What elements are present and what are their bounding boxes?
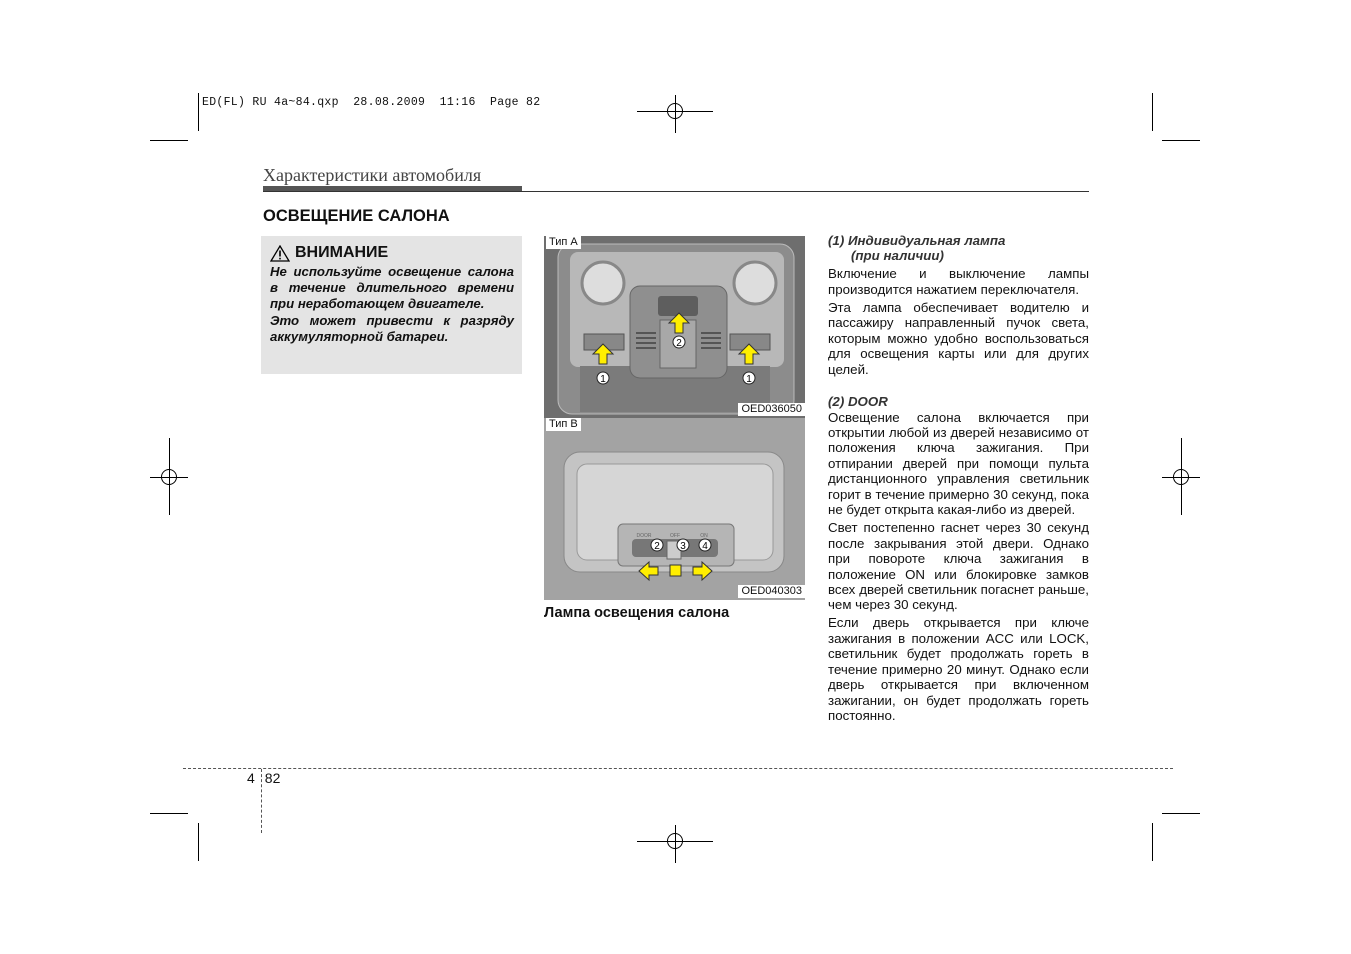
crop-mark: [1162, 813, 1200, 814]
figure-caption: Лампа освещения салона: [544, 605, 730, 621]
crop-mark: [198, 93, 199, 131]
marker: 1: [600, 374, 606, 385]
marker: 3: [680, 541, 686, 552]
section-title: ОСВЕЩЕНИЕ САЛОНА: [263, 207, 450, 225]
figure-label: Тип A: [546, 236, 581, 249]
crop-mark: [1152, 93, 1153, 131]
registration-mark: [161, 469, 177, 485]
chapter-number: 4: [247, 770, 255, 786]
subheading: (при наличии): [851, 248, 944, 264]
file-slug: ED(FL) RU 4a~84.qxp 28.08.2009 11:16 Page 82: [202, 96, 541, 109]
page-number-value: 82: [264, 770, 281, 786]
registration-mark: [667, 103, 683, 119]
crop-mark: [150, 813, 188, 814]
page-number: [247, 770, 280, 786]
switch-label: ON: [700, 533, 708, 539]
figure-code: OED040303: [738, 585, 805, 598]
switch-label: DOOR: [636, 533, 652, 539]
chapter-title: Характеристики автомобиля: [263, 165, 482, 185]
marker: 2: [654, 541, 660, 552]
body-text: Освещение салона включается при открытии любой из дверей независимо от положения ключа зажигания. При отпирании дверей при помощи пульта дистанционного управления светильник горит в течение примерно 30 секунд, пока не будет открыта какая-либо из дверей.: [828, 409, 1089, 518]
crop-mark: [1152, 823, 1153, 861]
figure-type-a: [544, 236, 805, 418]
right-column: [828, 233, 1089, 726]
footer-rule: [183, 768, 1173, 769]
registration-mark: [667, 833, 683, 849]
warning-text: Не используйте освещение салона в течение длительного времени при неработающем двигателе.: [270, 264, 514, 311]
crop-mark: [1162, 140, 1200, 141]
warning-title: ВНИМАНИЕ: [295, 244, 389, 261]
body-text: Свет постепенно гаснет через 30 секунд после закрывания этой двери. Однако при повороте ключа зажигания в положение ON или блокировке замков всех дверей светильник погаснет раньше, чем через 30 секунд.: [828, 520, 1089, 613]
body-text: Если дверь открывается при ключе зажигания в положении ACC или LOCK, светильник будет продолжать гореть в течение примерно 20 минут. Однако если дверь открывается при включенном зажигании, он будет продолжать гореть постоянно.: [828, 615, 1089, 724]
overhead-console-illustration: [544, 236, 805, 418]
subheading: (2) DOOR: [828, 394, 888, 410]
warning-box: [261, 236, 522, 374]
body-text: Включение и выключение лампы производится нажатием переключателя.: [828, 266, 1089, 297]
figure-code: OED036050: [738, 403, 805, 416]
crop-mark: [198, 823, 199, 861]
warning-triangle-icon: [270, 245, 290, 262]
marker: 2: [676, 338, 682, 349]
subheading: (1) Индивидуальная лампа: [828, 233, 1006, 248]
figure-type-b: [544, 418, 805, 600]
dome-lamp-illustration: [544, 418, 805, 600]
crop-mark: [150, 140, 188, 141]
square-marker-icon: [670, 565, 681, 576]
body-text: Эта лампа обеспечивает водителю и пассажиру направленный пучок света, которым можно удобно воспользоваться для освещения карты или для других целей.: [828, 299, 1089, 377]
figure-label: Тип B: [546, 418, 581, 431]
marker: 1: [746, 374, 752, 385]
marker: 4: [702, 541, 708, 552]
registration-mark: [1173, 469, 1189, 485]
warning-heading: [270, 244, 514, 262]
chapter-rule: [263, 191, 1089, 192]
warning-text: Это может привести к разряду аккумуляторной батареи.: [270, 313, 514, 345]
switch-label: OFF: [670, 533, 680, 539]
